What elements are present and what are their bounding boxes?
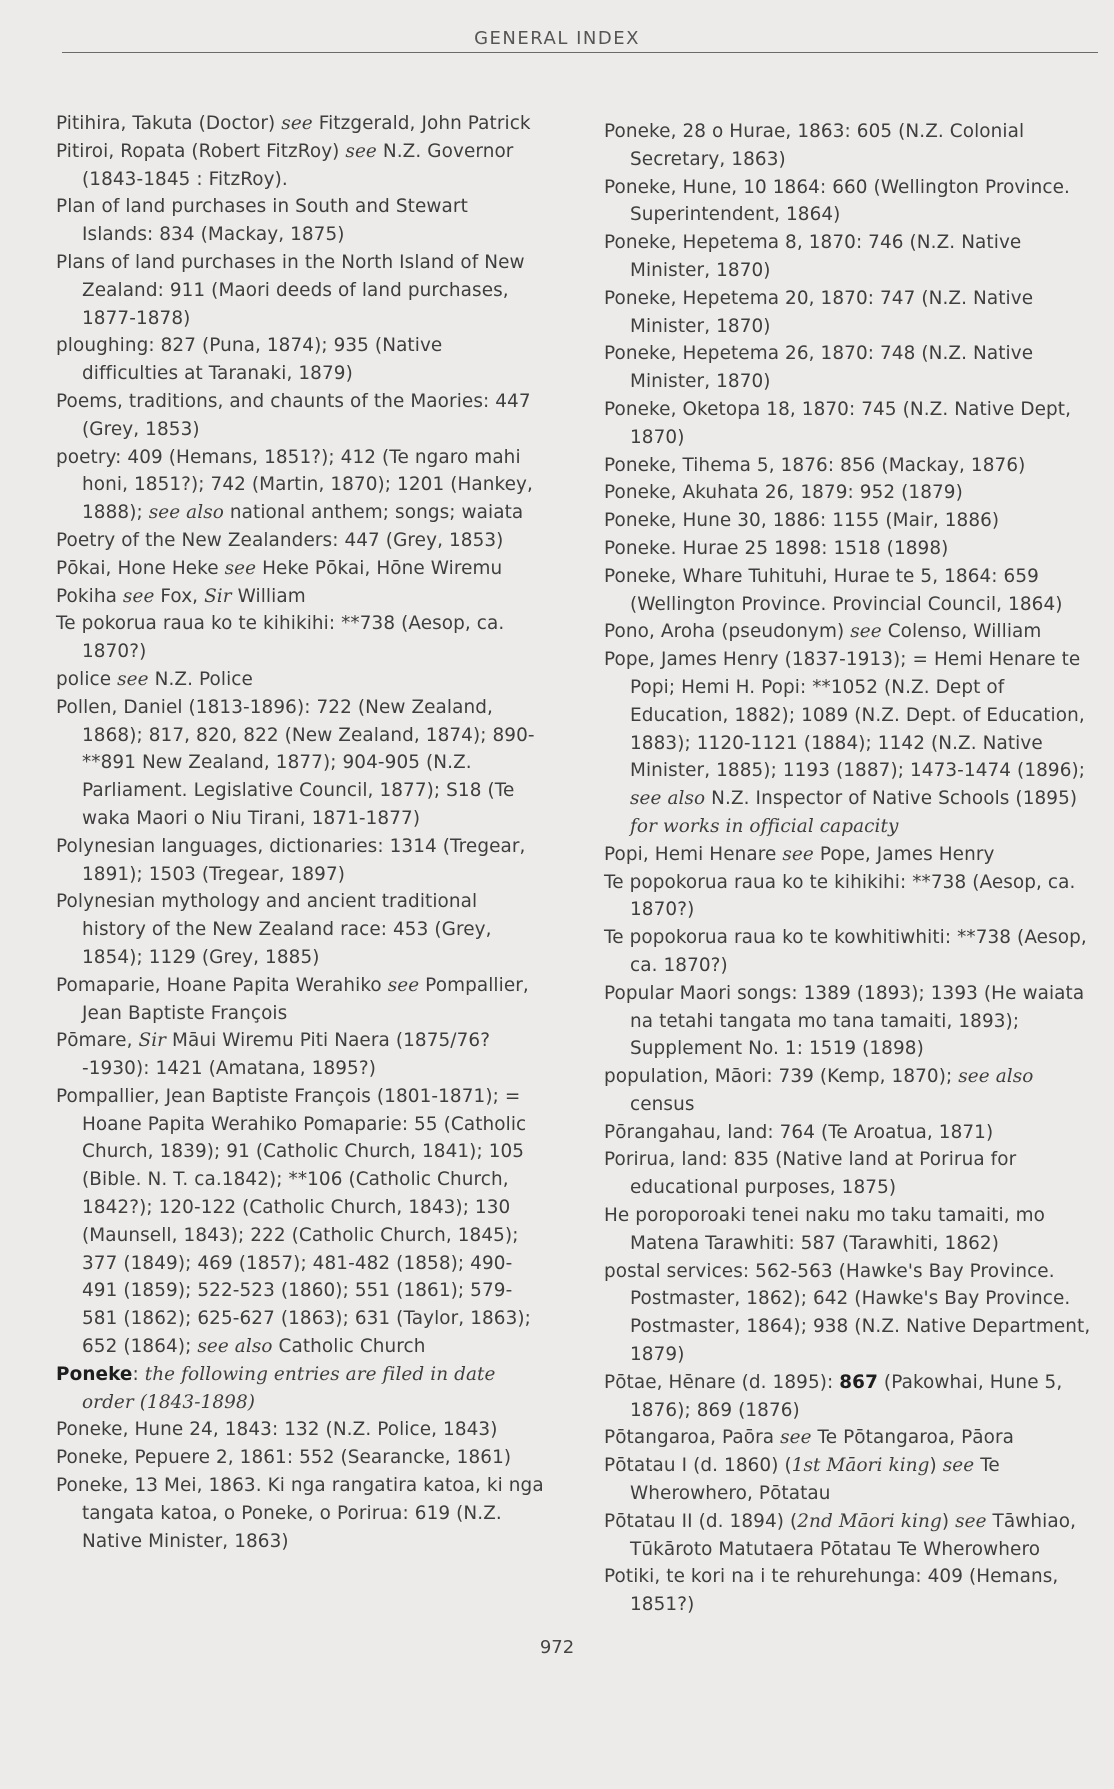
entry-text: Poneke, Hune 30, 1886: 1155 (Mair, 1886): [604, 510, 1000, 532]
entry-text: Poneke, Hune 24, 1843: 132 (N.Z. Police, 1843): [56, 1419, 498, 1441]
entry-text: Te Wherowhero, Pōtatau: [630, 1455, 1000, 1505]
index-entry: [604, 118, 1098, 174]
index-entry: [56, 110, 544, 138]
page-number: 972: [539, 1637, 575, 1658]
index-entry: [604, 1563, 1098, 1619]
entry-text: Fox,: [154, 585, 205, 607]
index-entry: [604, 1063, 1098, 1119]
entry-italic-text: see: [345, 140, 377, 162]
index-entry: [604, 1146, 1098, 1202]
entry-text: Poems, traditions, and chaunts of the Maories: 447 (Grey, 1853): [56, 390, 531, 440]
entry-text: Popi, Hemi Henare: [604, 843, 783, 865]
index-entry: [56, 694, 544, 833]
entry-text: Plans of land purchases in the North Island of New Zealand: 911 (Maori deeds of land purchases, 1877-1878): [56, 251, 525, 329]
entry-italic-text: see also: [630, 788, 706, 810]
entry-text: Poneke, Whare Tuhituhi, Hurae te 5, 1864: 659 (Wellington Province. Provincial Council, 1864): [604, 565, 1063, 615]
entry-italic-text: see: [780, 1427, 812, 1449]
entry-text: Pompallier, Jean Baptiste François: [82, 974, 529, 1024]
index-entry: [604, 1508, 1098, 1564]
header-rule: [62, 52, 1098, 53]
index-entry: [56, 972, 544, 1028]
index-entry: [56, 583, 544, 611]
entry-text: Pope, James Henry: [813, 843, 995, 865]
entry-text: Te pokorua raua ko te kihikihi: **738 (Aesop, ca. 1870?): [56, 613, 505, 663]
entry-text: Pōtatau II (d. 1894) (: [604, 1510, 798, 1532]
entry-text: Te popokorua raua ko te kowhitiwhiti: **738 (Aesop, ca. 1870?): [604, 927, 1087, 976]
entry-text: ): [929, 1455, 943, 1477]
index-entry: [56, 332, 544, 388]
entry-text: Pōtangaroa, Paōra: [604, 1427, 781, 1449]
entry-text: Pono, Aroha (pseudonym): [604, 621, 851, 643]
entry-text: Poneke, Tihema 5, 1876: 856 (Mackay, 1876): [604, 454, 1026, 476]
entry-text: N.Z. Police: [148, 668, 253, 690]
entry-text: Poneke, Hepetema 20, 1870: 747 (N.Z. Native Minister, 1870): [604, 287, 1034, 337]
index-entry: [56, 138, 544, 194]
entry-text: Pomaparie, Hoane Papita Werahiko: [56, 974, 388, 996]
entry-text: police: [56, 668, 118, 690]
index-entry: [604, 980, 1098, 1063]
entry-text: national anthem; songs; waiata: [223, 502, 524, 524]
entry-text: Poneke. Hurae 25 1898: 1518 (1898): [604, 537, 949, 559]
index-entry: [56, 444, 544, 527]
index-entry: [56, 527, 544, 555]
entry-italic-text: see: [850, 621, 882, 643]
entry-italic-text: see also: [148, 502, 224, 524]
entry-text: Poneke, Pepuere 2, 1861: 552 (Searancke, 1861): [56, 1447, 512, 1469]
index-entry: [604, 396, 1098, 452]
entry-text: He poroporoaki tenei naku mo taku tamaiti, mo Matena Tarawhiti: 587 (Tarawhiti, 1862): [604, 1205, 1046, 1254]
index-entry: [56, 193, 544, 249]
index-entry: [56, 1472, 544, 1555]
entry-text: Colenso, William: [881, 621, 1042, 643]
entry-italic-text: see: [224, 557, 257, 579]
entry-text: census: [630, 1093, 695, 1115]
index-entry: [56, 1083, 544, 1361]
index-entry: [604, 507, 1098, 535]
index-entry: [56, 610, 544, 666]
index-entry: [56, 666, 544, 694]
index-entry: [604, 285, 1098, 341]
entry-text: postal services: 562-563 (Hawke's Bay Province. Postmaster, 1862); 642 (Hawke's Bay Province. Postmaster, 1864); 938 (N.Z. Native Department, 1879): [604, 1260, 1091, 1366]
entry-text: Pōtatau I (d. 1860) (: [604, 1455, 792, 1477]
entry-italic-text: for works in official capacity: [630, 815, 899, 837]
entry-text: Poneke, Hepetema 26, 1870: 748 (N.Z. Native Minister, 1870): [604, 343, 1034, 393]
entry-text: ploughing: 827 (Puna, 1874); 935 (Native difficulties at Taranaki, 1879): [56, 335, 443, 385]
index-entry: [56, 1361, 544, 1417]
index-entry: [56, 1444, 544, 1472]
index-entry: [56, 555, 544, 583]
entry-text: Pōrangahau, land: 764 (Te Aroatua, 1871): [604, 1121, 994, 1143]
entry-text: N.Z. Governor (1843-1845 : FitzRoy).: [82, 140, 514, 190]
index-entry: [604, 1424, 1098, 1452]
entry-italic-text: 2nd Māori king: [797, 1510, 942, 1532]
index-entry: [604, 1369, 1098, 1425]
entry-text: Pōmare,: [56, 1030, 139, 1052]
index-entry: [604, 479, 1098, 507]
index-entry: [56, 1416, 544, 1444]
entry-text: Heke Pōkai, Hōne Wiremu: [256, 557, 503, 579]
entry-text: Poneke, Hune, 10 1864: 660 (Wellington Province. Superintendent, 1864): [604, 176, 1070, 226]
index-entry: [604, 535, 1098, 563]
index-entry: [604, 924, 1098, 980]
entry-text: Polynesian mythology and ancient traditional history of the New Zealand race: 453 (Grey, 1854); 1129 (Grey, 1885): [56, 891, 492, 968]
entry-italic-text: see: [955, 1510, 987, 1532]
index-entry: [56, 888, 544, 971]
entry-italic-text: 1st Māori king: [791, 1455, 930, 1477]
entry-text: Te popokorua raua ko te kihikihi: **738 (Aesop, ca. 1870?): [604, 871, 1076, 921]
entry-italic-text: see: [122, 585, 155, 607]
index-entry: [604, 174, 1098, 230]
index-entry: [604, 1258, 1098, 1369]
entry-text: Poneke, Oketopa 18, 1870: 745 (N.Z. Native Dept, 1870): [604, 398, 1072, 448]
entry-text: Pitihira, Takuta (Doctor): [56, 113, 282, 134]
entry-italic-text: see: [942, 1455, 975, 1477]
index-entry: [56, 833, 544, 889]
entry-text: Polynesian languages, dictionaries: 1314 (Tregear, 1891); 1503 (Tregear, 1897): [56, 835, 526, 885]
index-entry: [604, 1452, 1098, 1508]
entry-italic-text: see: [387, 974, 420, 996]
index-entry: [604, 563, 1098, 619]
index-entry: [56, 388, 544, 444]
entry-text: Potiki, te kori na i te rehurehunga: 409 (Hemans, 1851?): [604, 1566, 1059, 1616]
entry-italic-text: see also: [958, 1066, 1034, 1088]
index-entry: [56, 249, 544, 332]
entry-text: Poneke, Hepetema 8, 1870: 746 (N.Z. Native Minister, 1870): [604, 232, 1022, 281]
entry-text: Poneke, 13 Mei, 1863. Ki nga rangatira katoa, ki nga tangata katoa, o Poneke, o Porirua: 619 (N.Z. Native Minister, 1863): [56, 1475, 544, 1552]
entry-text: poetry: 409 (Hemans, 1851?); 412 (Te ngaro mahi honi, 1851?); 742 (Martin, 1870); 1201 (Hankey, 1888);: [56, 446, 533, 524]
entry-text: Poetry of the New Zealanders: 447 (Grey, 1853): [56, 529, 504, 551]
entry-text: N.Z. Inspector of Native Schools (1895): [705, 788, 1078, 810]
index-entry: [604, 869, 1098, 925]
entry-text: Māui Wiremu Piti Naera (1875/76?-1930): 1421 (Amatana, 1895?): [82, 1030, 491, 1080]
entry-text: Fitzgerald, John Patrick: [312, 113, 531, 134]
entry-text: Pōkai, Hone Heke: [56, 557, 225, 579]
entry-text: Pope, James Henry (1837-1913); = Hemi Henare te Popi; Hemi H. Popi: **1052 (N.Z. Dept of Education, 1882); 1089 (N.Z. Dept. of Education, 1883); 1120-1121 (1884); 1142 (N.Z. Native Minister, 1885); 1193 (1887); 1473-1474 (1896);: [604, 649, 1086, 782]
entry-text: Catholic Church: [272, 1336, 426, 1358]
entry-text: Plan of land purchases in South and Stewart Islands: 834 (Mackay, 1875): [56, 196, 468, 246]
index-entry: [604, 1202, 1098, 1258]
entry-text: Pōtae, Hēnare (d. 1895):: [604, 1371, 840, 1393]
entry-text: :: [132, 1363, 145, 1385]
entry-text: (Pakowhai, Hune 5, 1876); 869 (1876): [630, 1371, 1063, 1421]
entry-text: Poneke, Akuhata 26, 1879: 952 (1879): [604, 482, 963, 504]
entry-italic-text: see: [281, 113, 313, 134]
entry-text: Pitiroi, Ropata (Robert FitzRoy): [56, 140, 346, 162]
index-entry: [604, 229, 1098, 285]
entry-text: Popular Maori songs: 1389 (1893); 1393 (He waiata na tetahi tangata mo tana tamaiti, 1893); Supplement No. 1: 1519 (1898): [604, 982, 1085, 1060]
index-entry: [56, 1027, 544, 1083]
entry-italic-text: see: [117, 668, 149, 690]
entry-text: William: [231, 585, 306, 607]
entry-text: Te Pōtangaroa, Pāora: [811, 1427, 1015, 1449]
index-entry: [604, 841, 1098, 869]
entry-text: Porirua, land: 835 (Native land at Porirua for educational purposes, 1875): [604, 1149, 1017, 1199]
entry-bold-text: 867: [839, 1371, 878, 1393]
entry-italic-text: the following entries are filed in date order (1843-1898): [82, 1363, 496, 1413]
index-entry: [604, 646, 1098, 841]
entry-text: Pollen, Daniel (1813-1896): 722 (New Zealand, 1868); 817, 820, 822 (New Zealand, 1874); 890-**891 New Zealand, 1877); 904-905 (N.Z. Parliament. Legislative Council, 1877); S18 (Te waka Maori o Niu Tirani, 1871-1877): [56, 696, 535, 829]
entry-text: Poneke, 28 o Hurae, 1863: 605 (N.Z. Colonial Secretary, 1863): [604, 121, 1025, 170]
running-header: GENERAL INDEX: [474, 28, 640, 49]
entry-italic-text: Sir: [204, 585, 232, 607]
entry-italic-text: Sir: [138, 1030, 167, 1052]
index-entry: [604, 1119, 1098, 1147]
entry-text: Pokiha: [56, 585, 123, 607]
index-entry: [604, 452, 1098, 480]
entry-text: ): [941, 1510, 956, 1532]
entry-text: Tāwhiao, Tūkāroto Matutaera Pōtatau Te Wherowhero: [630, 1510, 1077, 1560]
index-column-left: [56, 110, 544, 1555]
entry-text: population, Māori: 739 (Kemp, 1870);: [604, 1066, 959, 1088]
entry-text: Poneke: [56, 1363, 133, 1385]
index-column-right: [604, 118, 1098, 1619]
entry-text: Pompallier, Jean Baptiste François (1801-1871); = Hoane Papita Werahiko Pomaparie: 55 (Catholic Church, 1839); 91 (Catholic Church, 1841); 105 (Bible. N. T. ca.1842); **106 (Catholic Church, 1842?); 120-122 (Catholic Church, 1843); 130 (Maunsell, 1843); 222 (Catholic Church, 1845); 377 (1849); 469 (1857); 481-482 (1858); 490-491 (1859); 522-523 (1860); 551 (1861); 579-581 (1862); 625-627 (1863); 631 (Taylor, 1863); 652 (1864);: [56, 1085, 531, 1358]
entry-italic-text: see: [782, 843, 814, 865]
index-entry: [604, 618, 1098, 646]
entry-italic-text: see also: [197, 1336, 273, 1358]
index-entry: [604, 340, 1098, 396]
